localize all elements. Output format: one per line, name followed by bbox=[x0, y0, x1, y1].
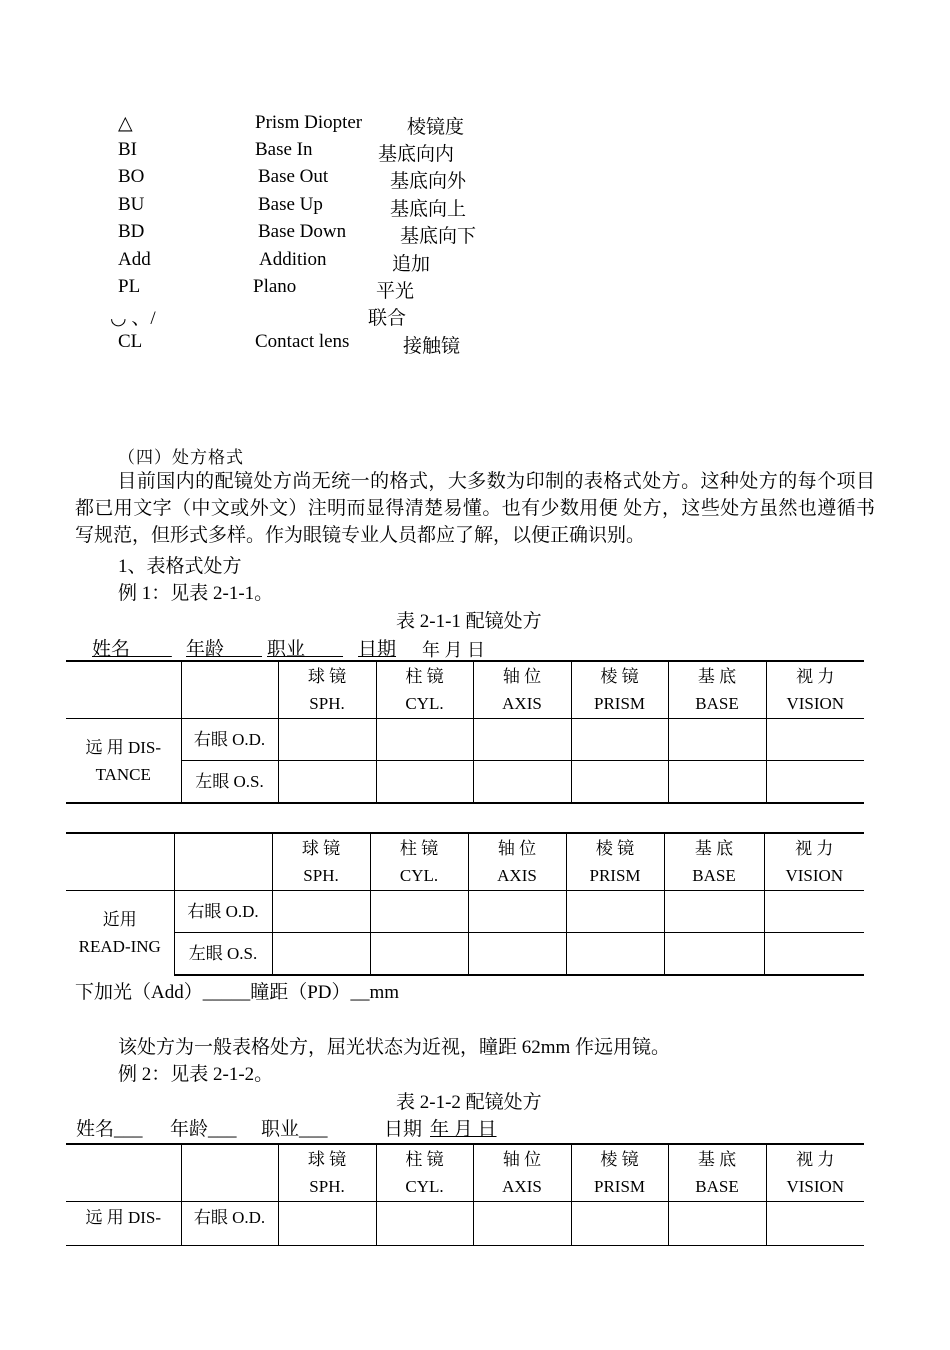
col-axis bbox=[473, 1144, 571, 1202]
abbr-chinese: 基底向下 bbox=[400, 226, 477, 247]
abbr-english: Base Down bbox=[258, 221, 347, 242]
abbr-symbol: CL bbox=[118, 331, 143, 352]
prescription-table-distance bbox=[66, 660, 864, 804]
rx-cell bbox=[278, 761, 376, 804]
job-field: 职业___ bbox=[261, 1119, 328, 1140]
col-cn: 视 力 bbox=[796, 667, 835, 686]
item-heading: 1、表格式处方 bbox=[118, 556, 242, 577]
distance-label-cell bbox=[66, 719, 181, 804]
rx-cell bbox=[668, 761, 766, 804]
age-field: 年龄___ bbox=[170, 1119, 237, 1140]
table-1-title: 表 2-1-1 配镜处方 bbox=[396, 611, 542, 632]
date-label: 日期 bbox=[384, 1119, 423, 1140]
col-axis bbox=[473, 661, 571, 719]
right-eye-label: 右眼 O.D. bbox=[174, 891, 272, 933]
col-en: BASE bbox=[695, 694, 739, 713]
col-cn: 轴 位 bbox=[502, 667, 542, 686]
col-cn: 基 底 bbox=[697, 1150, 737, 1169]
abbr-chinese: 棱镜度 bbox=[407, 117, 465, 138]
col-cn: 柱 镜 bbox=[405, 667, 444, 686]
header-blank bbox=[66, 1144, 181, 1202]
col-cyl bbox=[376, 1144, 473, 1202]
abbr-symbol: BO bbox=[118, 166, 145, 187]
col-axis bbox=[468, 833, 566, 891]
rx-cell bbox=[468, 933, 566, 976]
rx-cell bbox=[566, 891, 664, 933]
rx-cell bbox=[376, 1202, 473, 1246]
col-cn: 基 底 bbox=[694, 839, 734, 858]
rx-cell bbox=[766, 719, 864, 761]
rx-cell bbox=[764, 933, 864, 976]
reading-label-line2: READ-ING bbox=[78, 937, 161, 956]
age-field bbox=[186, 634, 262, 661]
rx-cell bbox=[664, 933, 764, 976]
col-sph bbox=[272, 833, 370, 891]
abbr-chinese: 追加 bbox=[392, 254, 431, 275]
abbr-symbol: PL bbox=[118, 276, 141, 297]
date-label: 日期 bbox=[358, 639, 397, 660]
rx-cell bbox=[473, 1202, 571, 1246]
distance-label-line2: TANCE bbox=[95, 764, 151, 784]
col-vision bbox=[766, 661, 864, 719]
abbr-english: Plano bbox=[253, 276, 297, 297]
reading-label-cell bbox=[66, 891, 174, 976]
col-cn: 球 镜 bbox=[307, 667, 347, 686]
col-prism bbox=[566, 833, 664, 891]
rx-cell bbox=[766, 761, 864, 804]
right-eye-label: 右眼 O.D. bbox=[181, 719, 278, 761]
rx-cell bbox=[571, 761, 668, 804]
add-pd-line: 下加光（Add）_____瞳距（PD）__mm bbox=[75, 982, 400, 1003]
col-en: AXIS bbox=[502, 1177, 542, 1196]
col-cn: 视 力 bbox=[795, 839, 834, 858]
col-en: VISION bbox=[786, 1177, 845, 1196]
col-en: PRISM bbox=[589, 866, 641, 885]
abbr-symbol: △ bbox=[118, 113, 133, 134]
job-label: 职业 bbox=[267, 639, 306, 660]
name-label: 姓名 bbox=[92, 639, 131, 660]
age-label: 年龄 bbox=[186, 639, 225, 660]
date-ymd: 年 月 日 bbox=[430, 1119, 497, 1140]
date-ymd: 年 月 日 bbox=[422, 640, 485, 660]
col-cn: 棱 镜 bbox=[600, 1150, 639, 1169]
reading-label-line1: 近用 bbox=[102, 910, 137, 929]
rx-cell bbox=[571, 719, 668, 761]
col-en: SPH. bbox=[309, 1177, 345, 1196]
rx-cell bbox=[473, 761, 571, 804]
table-2-title: 表 2-1-2 配镜处方 bbox=[396, 1092, 542, 1113]
rx-cell bbox=[571, 1202, 668, 1246]
example-1-label: 例 1：见表 2-1-1。 bbox=[118, 583, 274, 604]
col-en: CYL. bbox=[399, 866, 439, 885]
rx-cell bbox=[272, 933, 370, 976]
col-cn: 球 镜 bbox=[301, 839, 341, 858]
rx-cell bbox=[668, 719, 766, 761]
prescription-table-reading bbox=[66, 832, 864, 976]
col-base bbox=[668, 1144, 766, 1202]
abbr-symbol: BD bbox=[118, 221, 145, 242]
col-sph bbox=[278, 661, 376, 719]
rx-cell bbox=[370, 933, 468, 976]
col-en: BASE bbox=[692, 866, 736, 885]
rx-cell bbox=[278, 719, 376, 761]
col-en: PRISM bbox=[593, 694, 646, 713]
rx-cell bbox=[370, 891, 468, 933]
abbr-english: Base In bbox=[255, 139, 313, 160]
col-en: AXIS bbox=[497, 866, 537, 885]
abbr-chinese: 联合 bbox=[368, 308, 407, 329]
col-cn: 基 底 bbox=[697, 667, 737, 686]
rx-cell bbox=[764, 891, 864, 933]
name-field: 姓名___ bbox=[76, 1119, 143, 1140]
col-cn: 视 力 bbox=[796, 1150, 835, 1169]
col-vision bbox=[764, 833, 864, 891]
col-en: AXIS bbox=[502, 694, 542, 713]
rx-cell bbox=[376, 719, 473, 761]
header-blank bbox=[181, 1144, 278, 1202]
header-blank bbox=[66, 833, 174, 891]
col-cn: 轴 位 bbox=[497, 839, 537, 858]
col-vision bbox=[766, 1144, 864, 1202]
abbr-chinese: 基底向外 bbox=[390, 171, 467, 192]
abbr-chinese: 接触镜 bbox=[403, 336, 461, 357]
col-en: VISION bbox=[786, 694, 845, 713]
rx-cell bbox=[278, 1202, 376, 1246]
rx-cell bbox=[668, 1202, 766, 1246]
abbr-symbol: BU bbox=[118, 194, 145, 215]
rx-cell bbox=[566, 933, 664, 976]
col-en: VISION bbox=[785, 866, 844, 885]
col-en: SPH. bbox=[309, 694, 345, 713]
col-cn: 轴 位 bbox=[502, 1150, 542, 1169]
distance-label-cell: 远 用 DIS- bbox=[66, 1202, 181, 1246]
abbr-english: Base Up bbox=[258, 194, 323, 215]
col-base bbox=[668, 661, 766, 719]
col-cn: 球 镜 bbox=[307, 1150, 347, 1169]
abbr-symbol: BI bbox=[118, 139, 137, 160]
col-en: BASE bbox=[695, 1177, 739, 1196]
abbr-chinese: 平光 bbox=[376, 281, 415, 302]
col-base bbox=[664, 833, 764, 891]
col-cn: 棱 镜 bbox=[595, 839, 635, 858]
rx-cell bbox=[272, 891, 370, 933]
header-blank bbox=[181, 661, 278, 719]
col-en: PRISM bbox=[593, 1177, 646, 1196]
header-blank bbox=[174, 833, 272, 891]
abbr-chinese: 基底向上 bbox=[390, 199, 467, 220]
col-cyl bbox=[376, 661, 473, 719]
col-prism bbox=[571, 661, 668, 719]
col-sph bbox=[278, 1144, 376, 1202]
col-en: CYL. bbox=[405, 1177, 444, 1196]
col-cn: 柱 镜 bbox=[399, 839, 439, 858]
col-cn: 柱 镜 bbox=[405, 1150, 444, 1169]
left-eye-label: 左眼 O.S. bbox=[181, 761, 278, 804]
abbr-english: Base Out bbox=[258, 166, 329, 187]
right-eye-label: 右眼 O.D. bbox=[181, 1202, 278, 1246]
prescription-table-2 bbox=[66, 1143, 864, 1246]
rx-cell bbox=[473, 719, 571, 761]
left-eye-label: 左眼 O.S. bbox=[174, 933, 272, 976]
intro-paragraph bbox=[75, 468, 875, 549]
example-2-label: 例 2：见表 2-1-2。 bbox=[118, 1064, 274, 1085]
abbr-english: Prism Diopter bbox=[255, 112, 363, 133]
section-heading: （四）处方格式 bbox=[118, 448, 244, 467]
rx-cell bbox=[376, 761, 473, 804]
header-blank bbox=[66, 661, 181, 719]
rx-cell bbox=[766, 1202, 864, 1246]
col-cyl bbox=[370, 833, 468, 891]
name-field bbox=[92, 634, 172, 661]
rx-cell bbox=[664, 891, 764, 933]
abbr-symbol: ◡ 、/ bbox=[110, 308, 156, 329]
abbr-english: Addition bbox=[259, 249, 327, 270]
abbr-symbol: Add bbox=[118, 249, 151, 270]
job-field bbox=[267, 634, 343, 661]
rx-cell bbox=[468, 891, 566, 933]
abbr-chinese: 基底向内 bbox=[378, 144, 455, 165]
col-cn: 棱 镜 bbox=[600, 667, 639, 686]
abbr-english: Contact lens bbox=[255, 331, 350, 352]
distance-label-line1: 远 用 DIS- bbox=[85, 737, 162, 757]
paragraph-text: 目前国内的配镜处方尚无统一的格式，大多数为印制的表格式处方。这种处方的每个项目都已用文字（中文或外文）注明而显得清楚易懂。也有少数用便 处方，这些处方虽然也遵循书写规范，但形式多样。作为眼镜专业人员都应了解，以便正确识别。 bbox=[75, 471, 875, 546]
col-en: SPH. bbox=[303, 866, 339, 885]
col-prism bbox=[571, 1144, 668, 1202]
col-en: CYL. bbox=[405, 694, 444, 713]
table-1-note: 该处方为一般表格处方，屈光状态为近视，瞳距 62mm 作远用镜。 bbox=[118, 1037, 671, 1058]
